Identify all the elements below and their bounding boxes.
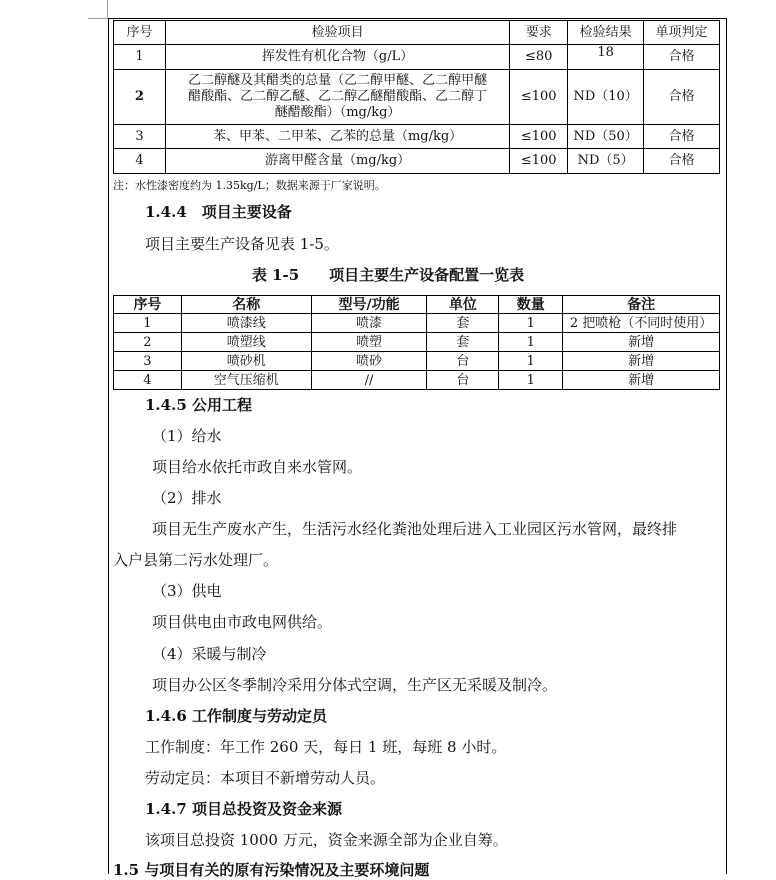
item-line: 乙二醇醚及其醋类的总量（乙二醇甲醚、乙二醇甲醚 (188, 73, 488, 88)
inspection-table (113, 20, 720, 174)
paragraph: 该项目总投资 1000 万元，资金来源全部为企业自筹。 (145, 831, 508, 849)
cell-no: 4 (114, 149, 166, 174)
cell-remark: 新增 (563, 352, 720, 371)
table-row (114, 333, 720, 352)
cell-result: 18 (568, 45, 644, 70)
table-note: 注：水性漆密度约为 1.35kg/L；数据来源于厂家说明。 (113, 179, 386, 192)
cell-verdict: 合格 (644, 149, 720, 174)
cell-unit: 台 (427, 371, 499, 390)
header-cell: 单项判定 (644, 21, 720, 45)
subsection-label: （1）给水 (152, 427, 222, 445)
header-cell: 序号 (114, 21, 166, 45)
cell-req: ≤100 (510, 149, 568, 174)
header-cell: 要求 (510, 21, 568, 45)
table-row (114, 314, 720, 333)
header-cell: 序号 (114, 296, 182, 314)
cell-no: 3 (114, 352, 182, 371)
cell-unit: 台 (427, 352, 499, 371)
crop-mark (88, 18, 108, 19)
page-border-left (108, 18, 109, 874)
cell-remark: 2 把喷枪（不同时使用） (563, 314, 720, 333)
section-heading: 1.5 与项目有关的原有污染情况及主要环境问题 (113, 861, 430, 879)
cell-result: ND（10） (568, 70, 644, 125)
cell-name: 喷漆线 (181, 314, 311, 333)
paragraph: 工作制度：年工作 260 天，每日 1 班，每班 8 小时。 (145, 738, 507, 756)
cell-no: 1 (114, 45, 166, 70)
cell-qty: 1 (499, 333, 563, 352)
page-border-top (108, 18, 727, 19)
cell-no: 3 (114, 125, 166, 149)
cell-no: 2 (114, 70, 166, 125)
cell-verdict: 合格 (644, 45, 720, 70)
cell-verdict: 合格 (644, 125, 720, 149)
item-line: 醋酸酯、乙二醇乙醚、乙二醇乙醚醋酸酯、乙二醇丁 (188, 89, 488, 104)
cell-qty: 1 (499, 352, 563, 371)
section-heading: 1.4.6 工作制度与劳动定员 (145, 707, 327, 725)
cell-verdict: 合格 (644, 70, 720, 125)
cell-model: 喷砂 (311, 352, 427, 371)
header-cell: 型号/功能 (311, 296, 427, 314)
table-row (114, 371, 720, 390)
cell-model: // (311, 371, 427, 390)
paragraph: 项目主要生产设备见表 1-5。 (145, 235, 339, 253)
subsection-label: （3）供电 (152, 582, 222, 600)
cell-item (165, 70, 509, 125)
cell-model: 喷漆 (311, 314, 427, 333)
paragraph: 项目无生产废水产生，生活污水经化粪池处理后进入工业园区污水管网，最终排 (152, 520, 678, 538)
cell-item: 游离甲醛含量（mg/kg） (165, 149, 509, 174)
subsection-label: （4）采暖与制冷 (152, 645, 267, 663)
subsection-label: （2）排水 (152, 489, 222, 507)
cell-req: ≤80 (510, 45, 568, 70)
cell-remark: 新增 (563, 371, 720, 390)
cell-no: 4 (114, 371, 182, 390)
cell-name: 喷砂机 (181, 352, 311, 371)
table-row (114, 352, 720, 371)
table-row (114, 70, 720, 125)
table-caption: 表 1-5 项目主要生产设备配置一览表 (251, 266, 525, 284)
table-header-row (114, 296, 720, 314)
page-border-right (726, 18, 727, 874)
cell-unit: 套 (427, 314, 499, 333)
cell-qty: 1 (499, 371, 563, 390)
table-row (114, 149, 720, 174)
cell-model: 喷塑 (311, 333, 427, 352)
cell-item: 苯、甲苯、二甲苯、乙苯的总量（mg/kg） (165, 125, 509, 149)
header-cell: 检验结果 (568, 21, 644, 45)
section-heading: 1.4.5 公用工程 (145, 396, 252, 414)
cell-qty: 1 (499, 314, 563, 333)
crop-mark (107, 0, 108, 18)
paragraph: 劳动定员：本项目不新增劳动人员。 (145, 769, 386, 787)
cell-result: ND（50） (568, 125, 644, 149)
cell-req: ≤100 (510, 70, 568, 125)
header-cell: 名称 (181, 296, 311, 314)
paragraph: 项目供电由市政电网供给。 (152, 613, 333, 631)
cell-item: 挥发性有机化合物（g/L） (165, 45, 509, 70)
header-cell: 备注 (563, 296, 720, 314)
header-cell: 单位 (427, 296, 499, 314)
table-row (114, 125, 720, 149)
header-cell: 检验项目 (165, 21, 509, 45)
equipment-table (113, 295, 720, 390)
section-heading: 1.4.7 项目总投资及资金来源 (145, 800, 342, 818)
cell-remark: 新增 (563, 333, 720, 352)
cell-no: 2 (114, 333, 182, 352)
section-heading: 1.4.4 项目主要设备 (145, 203, 292, 221)
cell-req: ≤100 (510, 125, 568, 149)
table-header-row (114, 21, 720, 45)
cell-unit: 套 (427, 333, 499, 352)
paragraph: 入户县第二污水处理厂。 (113, 551, 279, 569)
item-line: 醚醋酸酯）（mg/kg） (274, 105, 401, 120)
paragraph: 项目办公区冬季制冷采用分体式空调，生产区无采暖及制冷。 (152, 676, 558, 694)
header-cell: 数量 (499, 296, 563, 314)
cell-name: 空气压缩机 (181, 371, 311, 390)
paragraph: 项目给水依托市政自来水管网。 (152, 458, 363, 476)
cell-no: 1 (114, 314, 182, 333)
cell-name: 喷塑线 (181, 333, 311, 352)
cell-result: ND（5） (568, 149, 644, 174)
table-row (114, 45, 720, 70)
